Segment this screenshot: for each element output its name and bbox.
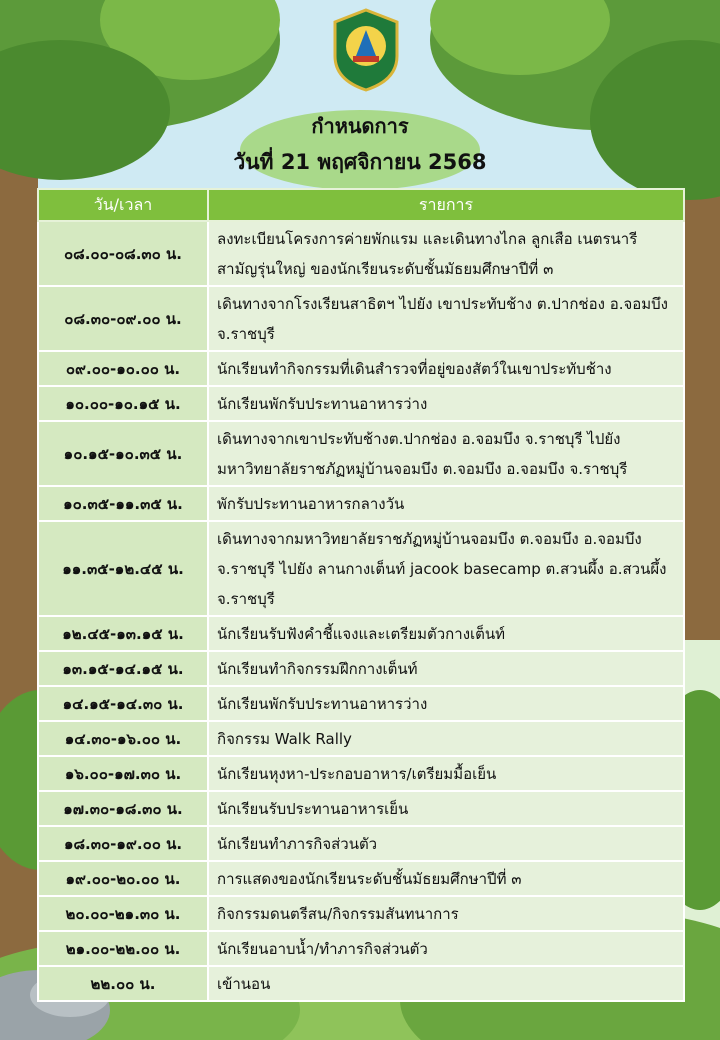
table-row [38,791,684,826]
activity-cell: นักเรียนรับฟังคำชี้แจงและเตรียมตัวกางเต็นท์ [208,616,684,651]
page-title: กำหนดการ [311,114,409,138]
time-cell: ๒๒.๐๐ น. [38,966,208,1001]
table-row [38,686,684,721]
time-cell: ๑๘.๓๐-๑๙.๐๐ น. [38,826,208,861]
table-row [38,756,684,791]
table-row [38,931,684,966]
time-cell: ๑๒.๔๕-๑๓.๑๕ น. [38,616,208,651]
activity-cell: นักเรียนหุงหา-ประกอบอาหาร/เตรียมมื้อเย็น [208,756,684,791]
time-cell: ๒๑.๐๐-๒๒.๐๐ น. [38,931,208,966]
table-row [38,486,684,521]
table-header-row [38,189,684,221]
event-date: วันที่ 21 พฤศจิกายน 2568 [233,150,487,174]
time-cell: ๑๓.๑๕-๑๔.๑๕ น. [38,651,208,686]
table-row [38,221,684,286]
activity-cell: นักเรียนอาบน้ำ/ทำภารกิจส่วนตัว [208,931,684,966]
activity-cell: เดินทางจากเขาประทับช้างต.ปากช่อง อ.จอมบึง จ.ราชบุรี ไปยังมหาวิทยาลัยราชภัฏหมู่บ้านจอมบึง ต.จอมบึง อ.จอมบึง จ.ราชบุรี [208,421,684,486]
activity-cell: เข้านอน [208,966,684,1001]
table-row [38,826,684,861]
table-row [38,351,684,386]
time-cell: ๑๗.๓๐-๑๘.๓๐ น. [38,791,208,826]
schedule-table [37,188,685,1002]
time-cell: ๑๑.๓๕-๑๒.๔๕ น. [38,521,208,616]
time-cell: ๑๔.๑๕-๑๔.๓๐ น. [38,686,208,721]
activity-cell: นักเรียนรับประทานอาหารเย็น [208,791,684,826]
table-row [38,286,684,351]
table-row [38,386,684,421]
time-cell: ๒๐.๐๐-๒๑.๓๐ น. [38,896,208,931]
time-cell: ๑๖.๐๐-๑๗.๓๐ น. [38,756,208,791]
time-cell: ๑๐.๓๕-๑๑.๓๕ น. [38,486,208,521]
activity-cell: กิจกรรม Walk Rally [208,721,684,756]
time-cell: ๑๐.๑๕-๑๐.๓๕ น. [38,421,208,486]
activity-cell: เดินทางจากโรงเรียนสาธิตฯ ไปยัง เขาประทับช้าง ต.ปากช่อง อ.จอมบึง จ.ราชบุรี [208,286,684,351]
time-cell: ๑๐.๐๐-๑๐.๑๕ น. [38,386,208,421]
table-row [38,896,684,931]
table-row [38,521,684,616]
time-cell: ๑๙.๐๐-๒๐.๐๐ น. [38,861,208,896]
activity-cell: เดินทางจากมหาวิทยาลัยราชภัฏหมู่บ้านจอมบึง ต.จอมบึง อ.จอมบึง จ.ราชบุรี ไปยัง ลานกางเต็นท์ jacook basecamp ต.สวนผึ้ง อ.สวนผึ้ง จ.ราชบุรี [208,521,684,616]
activity-cell: กิจกรรมดนตรีสน/กิจกรรมสันทนาการ [208,896,684,931]
time-cell: ๑๔.๓๐-๑๖.๐๐ น. [38,721,208,756]
activity-cell: พักรับประทานอาหารกลางวัน [208,486,684,521]
column-header-activity: รายการ [208,189,684,221]
table-row [38,616,684,651]
university-emblem-icon [331,8,401,92]
activity-cell: นักเรียนพักรับประทานอาหารว่าง [208,386,684,421]
table-row [38,721,684,756]
activity-cell: การแสดงของนักเรียนระดับชั้นมัธยมศึกษาปีที่ ๓ [208,861,684,896]
activity-cell: ลงทะเบียนโครงการค่ายพักแรม และเดินทางไกล ลูกเสือ เนตรนารีสามัญรุ่นใหญ่ ของนักเรียนระดับชั้นมัธยมศึกษาปีที่ ๓ [208,221,684,286]
time-cell: ๐๙.๐๐-๑๐.๐๐ น. [38,351,208,386]
table-row [38,861,684,896]
table-row [38,651,684,686]
activity-cell: นักเรียนทำกิจกรรมที่เดินสำรวจที่อยู่ของสัตว์ในเขาประทับช้าง [208,351,684,386]
time-cell: ๐๘.๓๐-๐๙.๐๐ น. [38,286,208,351]
table-row [38,966,684,1001]
table-row [38,421,684,486]
activity-cell: นักเรียนทำกิจกรรมฝึกกางเต็นท์ [208,651,684,686]
column-header-time: วัน/เวลา [38,189,208,221]
time-cell: ๐๘.๐๐-๐๘.๓๐ น. [38,221,208,286]
activity-cell: นักเรียนทำภารกิจส่วนตัว [208,826,684,861]
activity-cell: นักเรียนพักรับประทานอาหารว่าง [208,686,684,721]
